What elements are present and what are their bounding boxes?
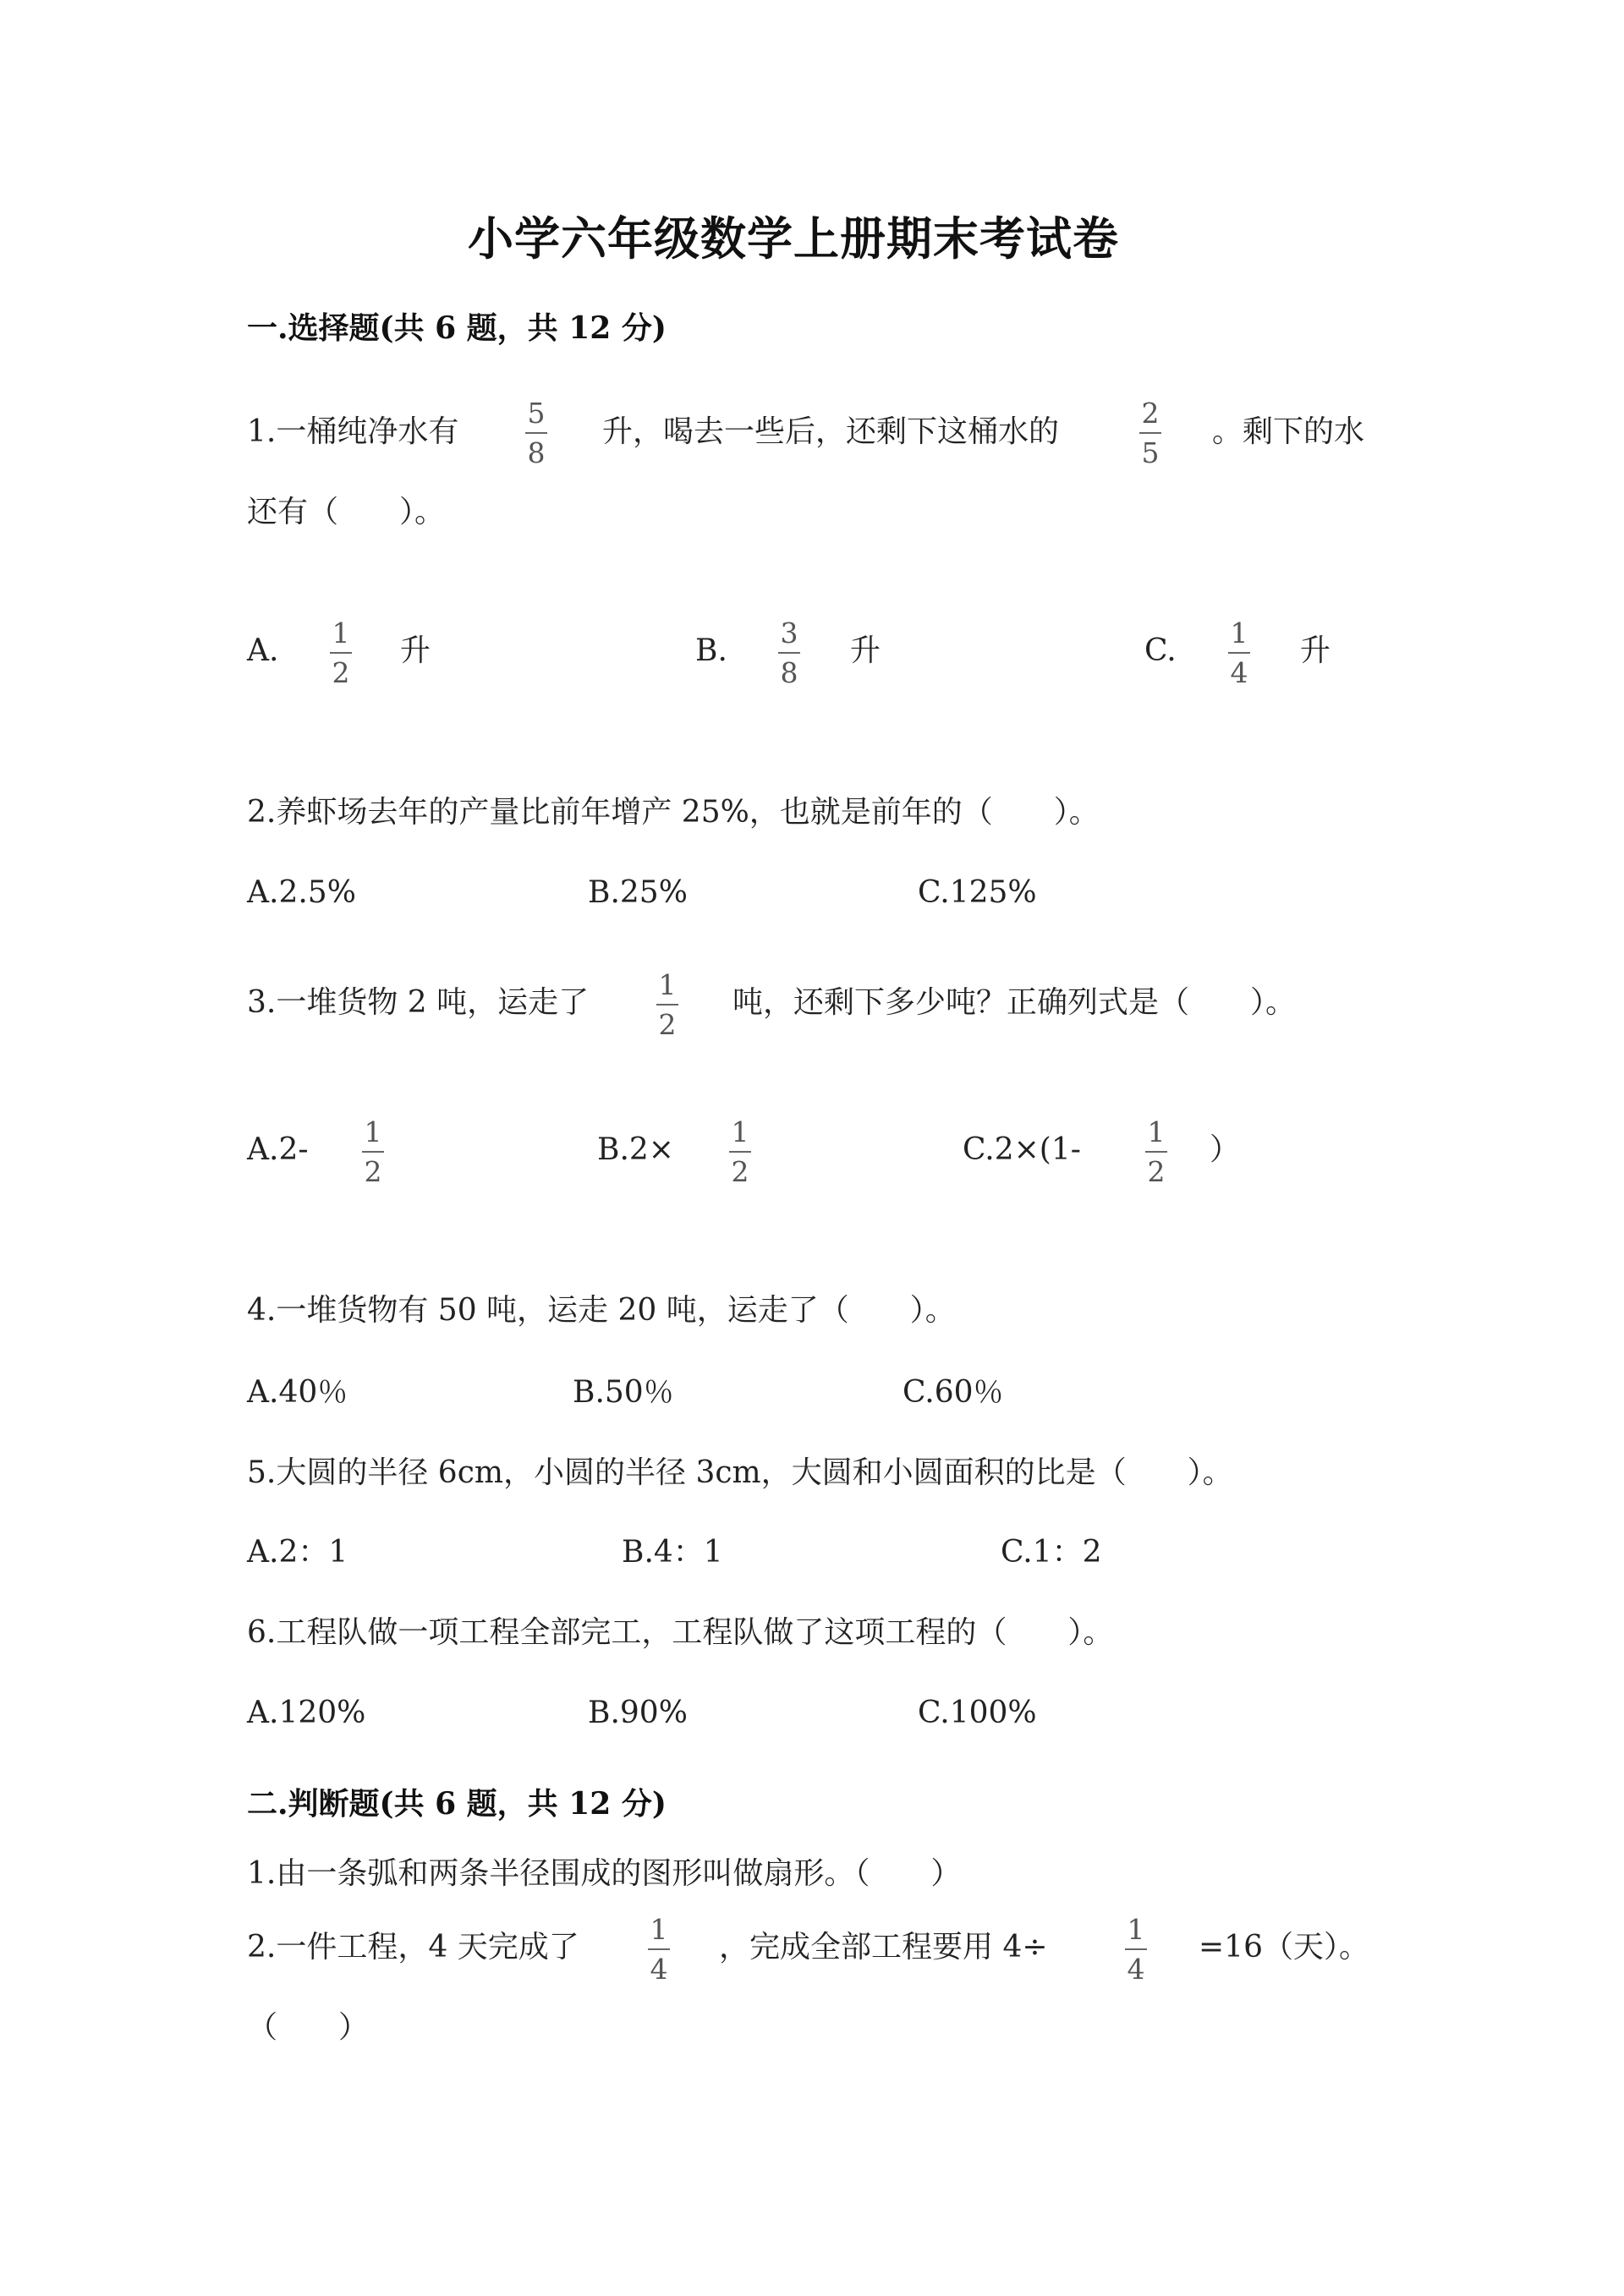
j2-text-b: ，完成全部工程要用 4÷ [719,1930,1048,1964]
q6-option-a: A.120% [247,1696,366,1730]
denominator: 2 [1147,1154,1166,1188]
numerator: 1 [731,1115,749,1148]
fraction-bar [330,652,352,654]
q1-fraction-b [1139,397,1161,469]
section-header-choice: 一.选择题(共 6 题，共 12 分) [247,310,667,346]
q1-text-d: 还有（ ）。 [247,495,446,529]
q2-text: 2.养虾场去年的产量比前年增产 25%，也就是前年的（ ）。 [247,795,1100,830]
q4-option-b: B.50％ [573,1375,674,1410]
denominator: 4 [650,1952,668,1986]
denominator: 2 [364,1154,382,1188]
q3-option-b-label: B.2× [597,1132,674,1167]
fraction-bar [1139,432,1161,434]
q1-fraction-a [525,397,547,469]
j2-text-a: 2.一件工程，4 天完成了 [247,1930,579,1964]
j1-text: 1.由一条弧和两条半径围成的图形叫做扇形。（ ） [247,1856,962,1891]
q3-option-c-label: C.2×(1- [963,1132,1081,1167]
q6-text: 6.工程队做一项工程全部完工，工程队做了这项工程的（ ）。 [247,1615,1114,1650]
q1-option-a-unit: 升 [400,633,431,668]
q2-option-b: B.25% [588,875,688,910]
denominator: 2 [731,1154,749,1188]
numerator: 1 [1147,1115,1166,1148]
q1-option-a-label: A. [247,633,279,668]
q4-text: 4.一堆货物有 50 吨，运走 20 吨，运走了（ ）。 [247,1293,956,1328]
q2-option-a: A.2.5% [247,875,356,910]
q5-option-b: B.4：1 [622,1535,723,1570]
j2-text-c: =16（天）。 [1199,1930,1369,1964]
numerator: 3 [780,616,798,649]
fraction-bar [648,1948,670,1950]
fraction-bar [525,432,547,434]
q1-option-a-fraction [330,617,352,689]
q5-text: 5.大圆的半径 6cm，小圆的半径 3cm，大圆和小圆面积的比是（ ）。 [247,1455,1233,1490]
fraction-bar [1145,1151,1167,1153]
q3-option-c-fraction [1145,1116,1167,1188]
q5-option-a: A.2：1 [247,1535,348,1570]
q3-text-b: 吨，还剩下多少吨？正确列式是（ ）。 [732,985,1297,1020]
numerator: 1 [650,1913,668,1946]
numerator: 1 [364,1115,382,1148]
numerator: 1 [658,968,677,1001]
j2-text-d: （ ） [247,2010,370,2045]
q1-option-b-unit: 升 [850,633,881,668]
numerator: 5 [527,397,546,430]
denominator: 2 [332,655,350,689]
q1-text-a: 1.一桶纯净水有 [247,414,459,449]
q6-option-b: B.90% [588,1696,688,1730]
fraction-bar [362,1151,384,1153]
q5-option-c: C.1：2 [1001,1535,1102,1570]
denominator: 5 [1141,436,1160,469]
fraction-bar [778,652,800,654]
q3-option-b-fraction [729,1116,751,1188]
j2-fraction-b [1125,1914,1147,1986]
fraction-bar [1228,652,1250,654]
q4-option-a: A.40％ [247,1375,348,1410]
j2-fraction-a [648,1914,670,1986]
q4-option-c: C.60％ [903,1375,1004,1410]
denominator: 4 [1230,655,1248,689]
q1-text-b: 升，喝去一些后，还剩下这桶水的 [602,414,1060,449]
fraction-bar [656,1004,678,1006]
q2-option-c: C.125% [918,875,1037,910]
fraction-bar [1125,1948,1147,1950]
numerator: 1 [332,616,350,649]
q3-fraction [656,969,678,1041]
q1-option-c-fraction [1228,617,1250,689]
q3-option-a-label: A.2- [247,1132,309,1167]
denominator: 8 [527,436,546,469]
q3-option-a-fraction [362,1116,384,1188]
q3-option-c-suffix: ） [1210,1132,1241,1167]
q1-option-b-fraction [778,617,800,689]
numerator: 2 [1141,397,1160,430]
denominator: 2 [658,1007,677,1041]
section-header-judgment: 二.判断题(共 6 题，共 12 分) [247,1786,667,1822]
q1-option-c-unit: 升 [1300,633,1331,668]
q1-option-c-label: C. [1144,633,1177,668]
page-title: 小学六年级数学上册期末考试卷 [468,211,1119,266]
fraction-bar [729,1151,751,1153]
q1-text-c: 。剩下的水 [1212,414,1365,449]
numerator: 1 [1230,616,1248,649]
denominator: 4 [1127,1952,1145,1986]
numerator: 1 [1127,1913,1145,1946]
q1-option-b-label: B. [695,633,727,668]
q6-option-c: C.100% [918,1696,1037,1730]
q3-text-a: 3.一堆货物 2 吨，运走了 [247,985,590,1020]
denominator: 8 [780,655,798,689]
